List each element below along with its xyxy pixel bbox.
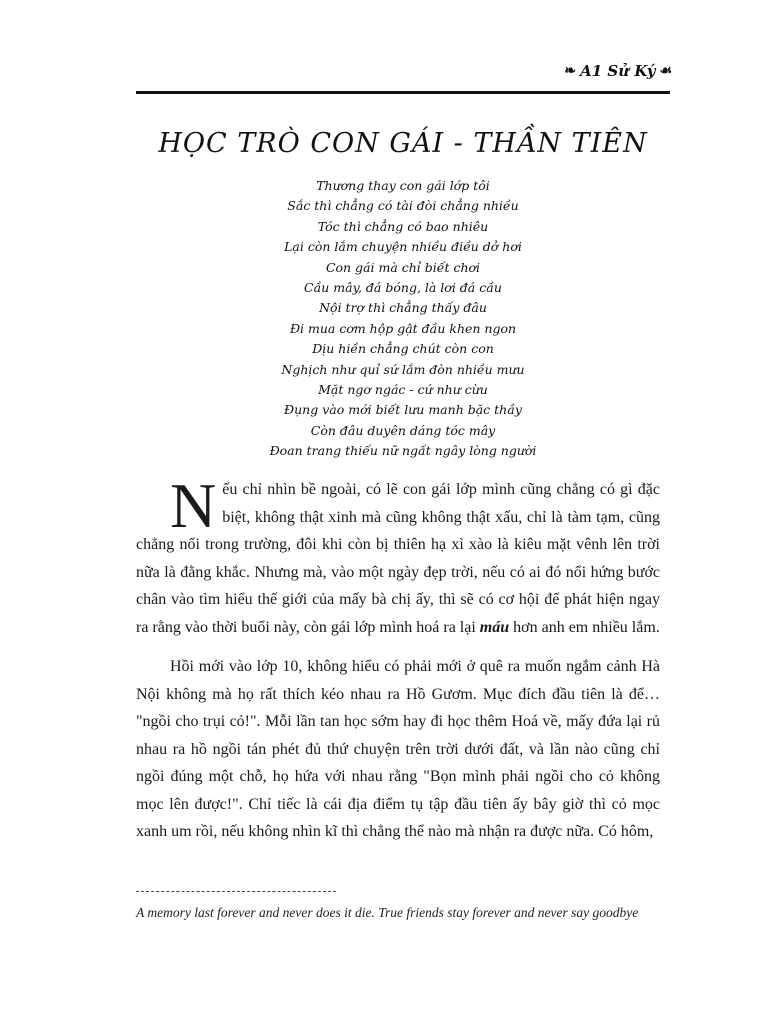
poem-line: Đụng vào mới biết lưu manh bặc thầy bbox=[284, 402, 522, 418]
footer-rule bbox=[136, 891, 336, 892]
footer-quote: A memory last forever and never does it die. True friends stay forever and never say goodbye bbox=[136, 905, 639, 920]
section-label: A1 Sử Ký bbox=[580, 62, 656, 80]
poem-line: Thương thay con gái lớp tôi bbox=[316, 178, 490, 193]
section-header bbox=[564, 62, 672, 80]
paragraph-1 bbox=[136, 470, 660, 641]
poem bbox=[136, 176, 670, 462]
paragraph-1-text-b: hơn anh em nhiều lắm. bbox=[509, 618, 660, 636]
paragraph-2: Hồi mới vào lớp 10, không hiểu có phải mới ở quê ra muốn ngắm cảnh Hà Nội không mà họ rất thích kéo nhau ra Hồ Gươm. Mục đích đầu tiên là để… "ngồi cho trụi cỏ!". Mỗi lần tan học sớm hay đi học thêm Hoá về, mấy đứa lại rủ nhau ra hồ ngồi tán phét đủ thứ chuyện trên trời dưới đất, và lần nào cũng chỉ ngồi đúng một chỗ, họ hứa với nhau rằng "Bọn mình phải ngồi cho cỏ không mọc lên được!". Chỉ tiếc là cái địa điểm tụ tập đầu tiên ấy bây giờ thì cỏ mọc xanh um rồi, nếu không nhìn kĩ thì chẳng thể nào mà nhận ra được nữa. Có hôm, bbox=[136, 658, 660, 840]
poem-line: Cầu mây, đá bóng, là lơi đá cầu bbox=[304, 280, 502, 296]
drop-cap: N bbox=[170, 470, 217, 541]
poem-line: Đi mua cơm hộp gật đầu khen ngon bbox=[289, 320, 517, 336]
poem-line: Lại còn lắm chuyện nhiều điều dở hơi bbox=[284, 239, 522, 255]
page-title: HỌC TRÒ CON GÁI - THẦN TIÊN bbox=[158, 128, 648, 159]
poem-line: Sắc thì chẳng có tài đòi chẳng nhiều bbox=[287, 198, 519, 214]
poem-line: Còn đâu duyên dáng tóc mây bbox=[310, 422, 496, 438]
paragraph-1-text-a: ếu chỉ nhìn bề ngoài, có lẽ con gái lớp mình cũng chẳng có gì đặc biệt, không thật xinh mà cũng không thật xấu, chỉ là tàm tạm, cũng chẳng nổi trong trường, đôi khi còn bị thiên hạ xì xào là kiêu mặt vênh lên trời nữa là đằng khắc. Nhưng mà, vào một ngày đẹp trời, nếu có ai đó nổi hứng bước chân vào tìm hiểu thế giới của mấy bà chị ấy, thì sẽ có cơ hội để phát hiện ngay ra rằng vào thời buổi này, còn gái lớp mình hoá ra lại bbox=[136, 481, 660, 636]
header-rule bbox=[136, 91, 670, 94]
poem-line: Nghịch như quỉ sứ lắm đòn nhiều mưu bbox=[281, 361, 525, 377]
poem-line: Đoan trang thiếu nữ ngất ngây lòng người bbox=[269, 443, 537, 459]
poem-line: Nội trợ thì chẳng thấy đâu bbox=[319, 300, 487, 316]
floral-ornament-right-icon: ☙ bbox=[659, 63, 672, 79]
emphasis-word: máu bbox=[479, 618, 510, 636]
article-body bbox=[136, 470, 660, 858]
poem-line: Con gái mà chỉ biết chơi bbox=[325, 259, 481, 275]
poem-line: Tóc thì chẳng có bao nhiêu bbox=[317, 218, 489, 234]
poem-line: Mặt ngơ ngác - cứ như cừu bbox=[318, 382, 488, 398]
poem-line: Dịu hiền chẳng chút còn con bbox=[312, 341, 494, 357]
floral-ornament-left-icon: ❧ bbox=[564, 63, 577, 79]
